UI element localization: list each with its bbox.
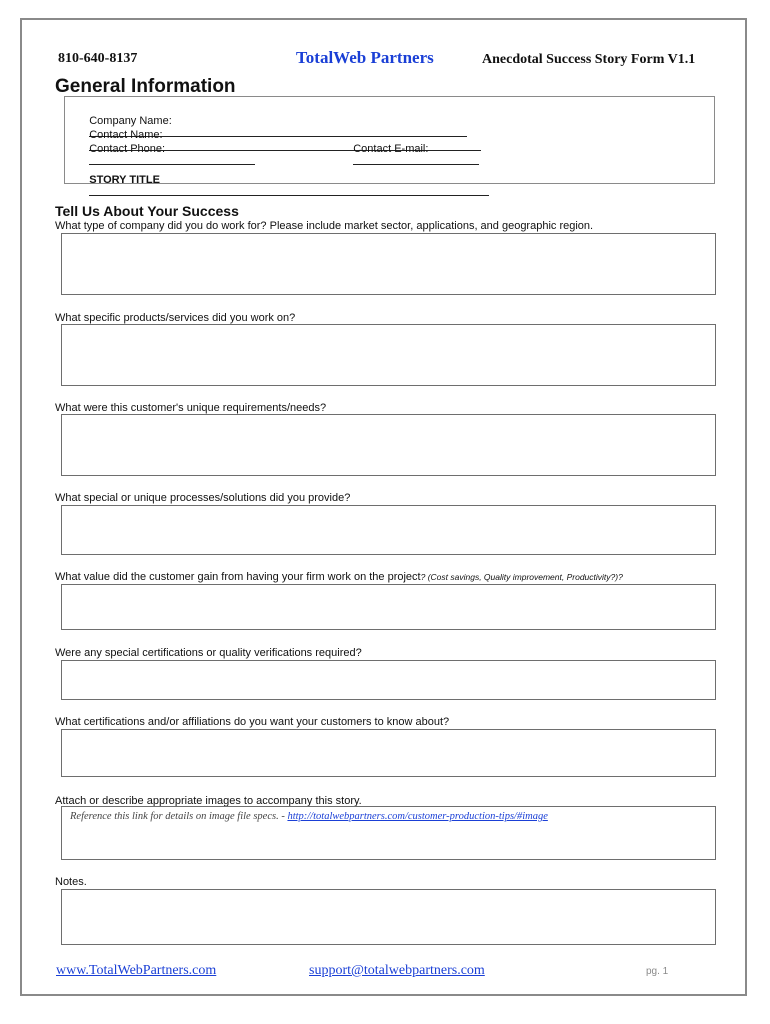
page-number: pg. 1 [646,966,669,977]
general-information-box [64,96,715,184]
footer-email [309,963,485,979]
contact-name-label: Contact Name: [89,129,163,141]
header-brand: TotalWeb Partners [296,48,434,67]
header-form-title: Anecdotal Success Story Form V1.1 [482,52,696,67]
story-title-label: STORY TITLE [89,174,160,186]
answer-box-images[interactable] [61,806,716,860]
question-label: Were any special certifications or quality verifications required? [55,647,362,659]
question-label: What certifications and/or affiliations do you want your customers to know about? [55,716,450,728]
company-name-label: Company Name: [89,115,172,127]
story-title-field[interactable] [89,186,489,196]
answer-box-certifications-required[interactable] [61,660,716,700]
question-label: Attach or describe appropriate images to accompany this story. [55,795,362,807]
answer-box-value-gained[interactable] [61,584,716,630]
question-label: What type of company did you do work for? Please include market sector, applications, and geographic region. [55,220,594,232]
question-label: What specific products/services did you work on? [55,312,296,324]
contact-phone-label: Contact Phone: [89,143,166,155]
answer-box-notes[interactable] [61,889,716,945]
success-heading: Tell Us About Your Success [55,203,239,219]
question-label: What special or unique processes/solutions did you provide? [55,492,351,504]
question-value-note: ? (Cost savings, Quality improvement, Productivity?)? [420,572,623,582]
question-label: Notes. [55,876,87,888]
image-reference-text: Reference this link for details on image file specs. - [70,811,288,822]
footer-website [56,963,216,979]
question-label: What were this customer's unique requirements/needs? [55,402,327,414]
answer-box-affiliations[interactable] [61,729,716,777]
question-label [55,571,623,583]
footer-website-link[interactable]: www.TotalWebPartners.com [56,963,217,978]
answer-box-products-services[interactable] [61,324,716,386]
image-reference-line [70,811,548,822]
footer-email-link[interactable]: support@totalwebpartners.com [309,963,485,978]
general-information-heading: General Information [55,76,236,97]
answer-box-company-type[interactable] [61,233,716,295]
contact-email-label: Contact E-mail: [353,143,429,155]
question-value-label: What value did the customer gain from having your firm work on the project [55,571,421,583]
answer-box-processes[interactable] [61,505,716,555]
header-phone: 810-640-8137 [58,51,138,66]
image-reference-link[interactable]: http://totalwebpartners.com/customer-production-tips/#image [287,811,548,822]
answer-box-requirements[interactable] [61,414,716,476]
